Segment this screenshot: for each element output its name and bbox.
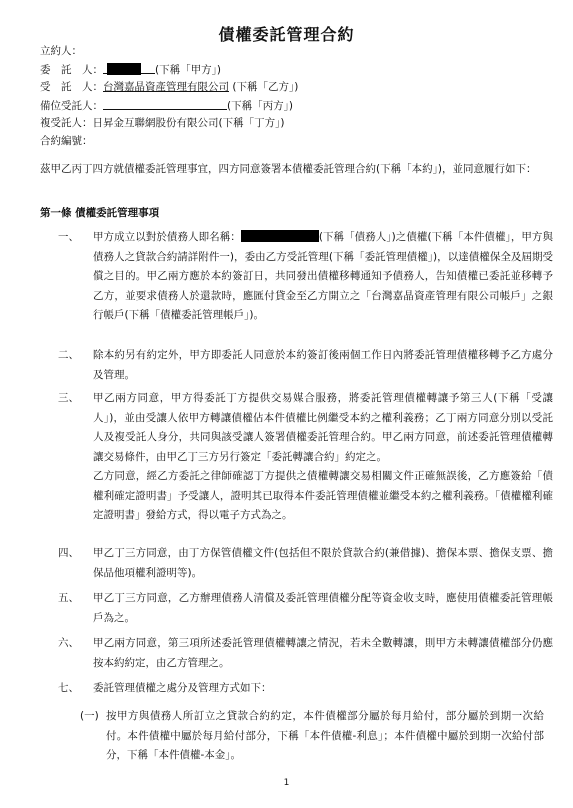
party-d-line bbox=[40, 116, 284, 130]
article-1-item-2 bbox=[58, 346, 553, 385]
party-b-label: 受 託 人： bbox=[40, 81, 103, 93]
party-b-line bbox=[40, 80, 298, 94]
item-text: 甲乙丁三方同意，乙方辦理債務人清償及委託管理債權分配等資金收支時，應使用債權委託管理帳戶為之。 bbox=[93, 592, 553, 624]
intro-paragraph: 茲甲乙丙丁四方就債權委託管理事宜，四方同意簽署本債權委託管理合約(下稱「本約」)，並同意履行如下： bbox=[40, 163, 537, 175]
document-title: 債權委託管理合約 bbox=[218, 25, 355, 44]
item-text: 除本約另有約定外，甲方即委託人同意於本約簽訂後兩個工作日內將委託管理債權移轉予乙方處分及管理。 bbox=[93, 349, 553, 381]
debtor-name-redaction bbox=[241, 230, 319, 242]
item-text: 甲乙兩方同意，第三項所述委託管理債權轉讓之情況，若未全數轉讓，則甲方未轉讓債權部分仍應按本約約定，由乙方管理之。 bbox=[93, 637, 553, 669]
subitem-number: (一) bbox=[80, 710, 99, 722]
item-text-continued: 乙方同意，經乙方委託之律師確認丁方提供之債權轉讓交易相關文件正確無誤後，乙方應簽給「債權利確定證明書」予受讓人，證明其已取得本件委託管理債權並繼受本約之權利義務。「債權權利確定證明書」發給方式，得以電子方式為之。 bbox=[93, 470, 553, 521]
party-d-name: 日昇金互聯網股份有限公司 bbox=[92, 117, 219, 129]
party-d-label: 複受託人： bbox=[40, 117, 93, 129]
contract-number-label: 合約編號： bbox=[40, 135, 93, 147]
party-b-name: 台灣嘉晶資產管理有限公司 bbox=[103, 81, 229, 93]
item-text: 委託管理債權之處分及管理方式如下： bbox=[93, 682, 272, 694]
item-number: 六、 bbox=[58, 637, 79, 649]
party-c-suffix: (下稱「丙方」) bbox=[227, 100, 293, 112]
item-number: 四、 bbox=[58, 547, 79, 559]
item-number: 三、 bbox=[58, 392, 79, 404]
item-number: 七、 bbox=[58, 682, 79, 694]
party-a-label: 委 託 人： bbox=[40, 64, 103, 76]
article-1-item-4 bbox=[58, 544, 553, 583]
parties-heading: 立約人： bbox=[40, 45, 82, 57]
article-1-subitem-1 bbox=[80, 707, 544, 766]
subitem-text: 按甲方與債務人所訂立之貸款合約約定，本件債權部分屬於每月給付，部分屬於到期一次給付。本件債權中屬於每月給付部分，下稱「本件債權-利息」；本件債權中屬於到期一次給付部分，下稱「本件債權-本金」。 bbox=[106, 710, 544, 761]
party-d-suffix: (下稱「丁方」) bbox=[218, 117, 285, 129]
party-b-suffix: (下稱「乙方」) bbox=[232, 81, 299, 93]
article-1-item-6 bbox=[58, 634, 553, 673]
article-1-item-1 bbox=[58, 228, 553, 326]
article-1-item-3 bbox=[58, 389, 553, 526]
party-a-redaction bbox=[107, 63, 141, 75]
item-text-pre: 甲方成立以對於債務人即名稱： bbox=[93, 231, 241, 243]
party-c-blank bbox=[103, 98, 227, 110]
party-a-blank-tail bbox=[141, 62, 155, 74]
party-a-line bbox=[40, 62, 221, 77]
item-text-post: (下稱「債務人」)之債權(下稱「本件債權」，甲方與債務人之貸款合約請詳附件一)，委由乙方受託管理(下稱「委託管理債權」)，以達債權保全及屆期受償之目的。甲乙兩方應於本約簽訂日，共同發出債權移轉通知予債務人，告知債權已委託並移轉予乙方，並要求債務人於還款時，應匯付貸金至乙方開立之「台灣嘉晶資產管理有限公司帳戶」之銀行帳戶(下稱「債權委託管理帳戶」)。 bbox=[93, 231, 553, 321]
party-c-line bbox=[40, 98, 293, 113]
item-text: 甲乙兩方同意，甲方得委託丁方提供交易媒合服務，將委託管理債權轉讓予第三人(下稱「受讓人」)，並由受讓人依甲方轉讓債權佔本件債權比例繼受本約之權利義務；乙丁兩方同意分別以受託人及複受託人身分，共同與該受讓人簽署債權委託管理合約。甲乙兩方同意，前述委託管理債權轉讓交易條件，由甲乙丁三方另行簽定「委託轉讓合約」約定之。 bbox=[93, 392, 553, 463]
item-number: 五、 bbox=[58, 592, 79, 604]
item-number: 一、 bbox=[58, 231, 79, 243]
article-1-item-5 bbox=[58, 589, 553, 628]
article-1-item-7 bbox=[58, 679, 553, 699]
item-number: 二、 bbox=[58, 349, 79, 361]
party-a-suffix: (下稱「甲方」) bbox=[155, 64, 221, 76]
article-1-heading: 第一條 債權委託管理事項 bbox=[40, 207, 160, 219]
party-c-label: 備位受託人： bbox=[40, 100, 103, 112]
page-number: 1 bbox=[283, 778, 290, 788]
item-text: 甲乙丁三方同意，由丁方保管債權文件(包括但不限於貸款合約(兼借據)、擔保本票、擔保支票、擔保品他項權利證明等)。 bbox=[93, 547, 553, 579]
